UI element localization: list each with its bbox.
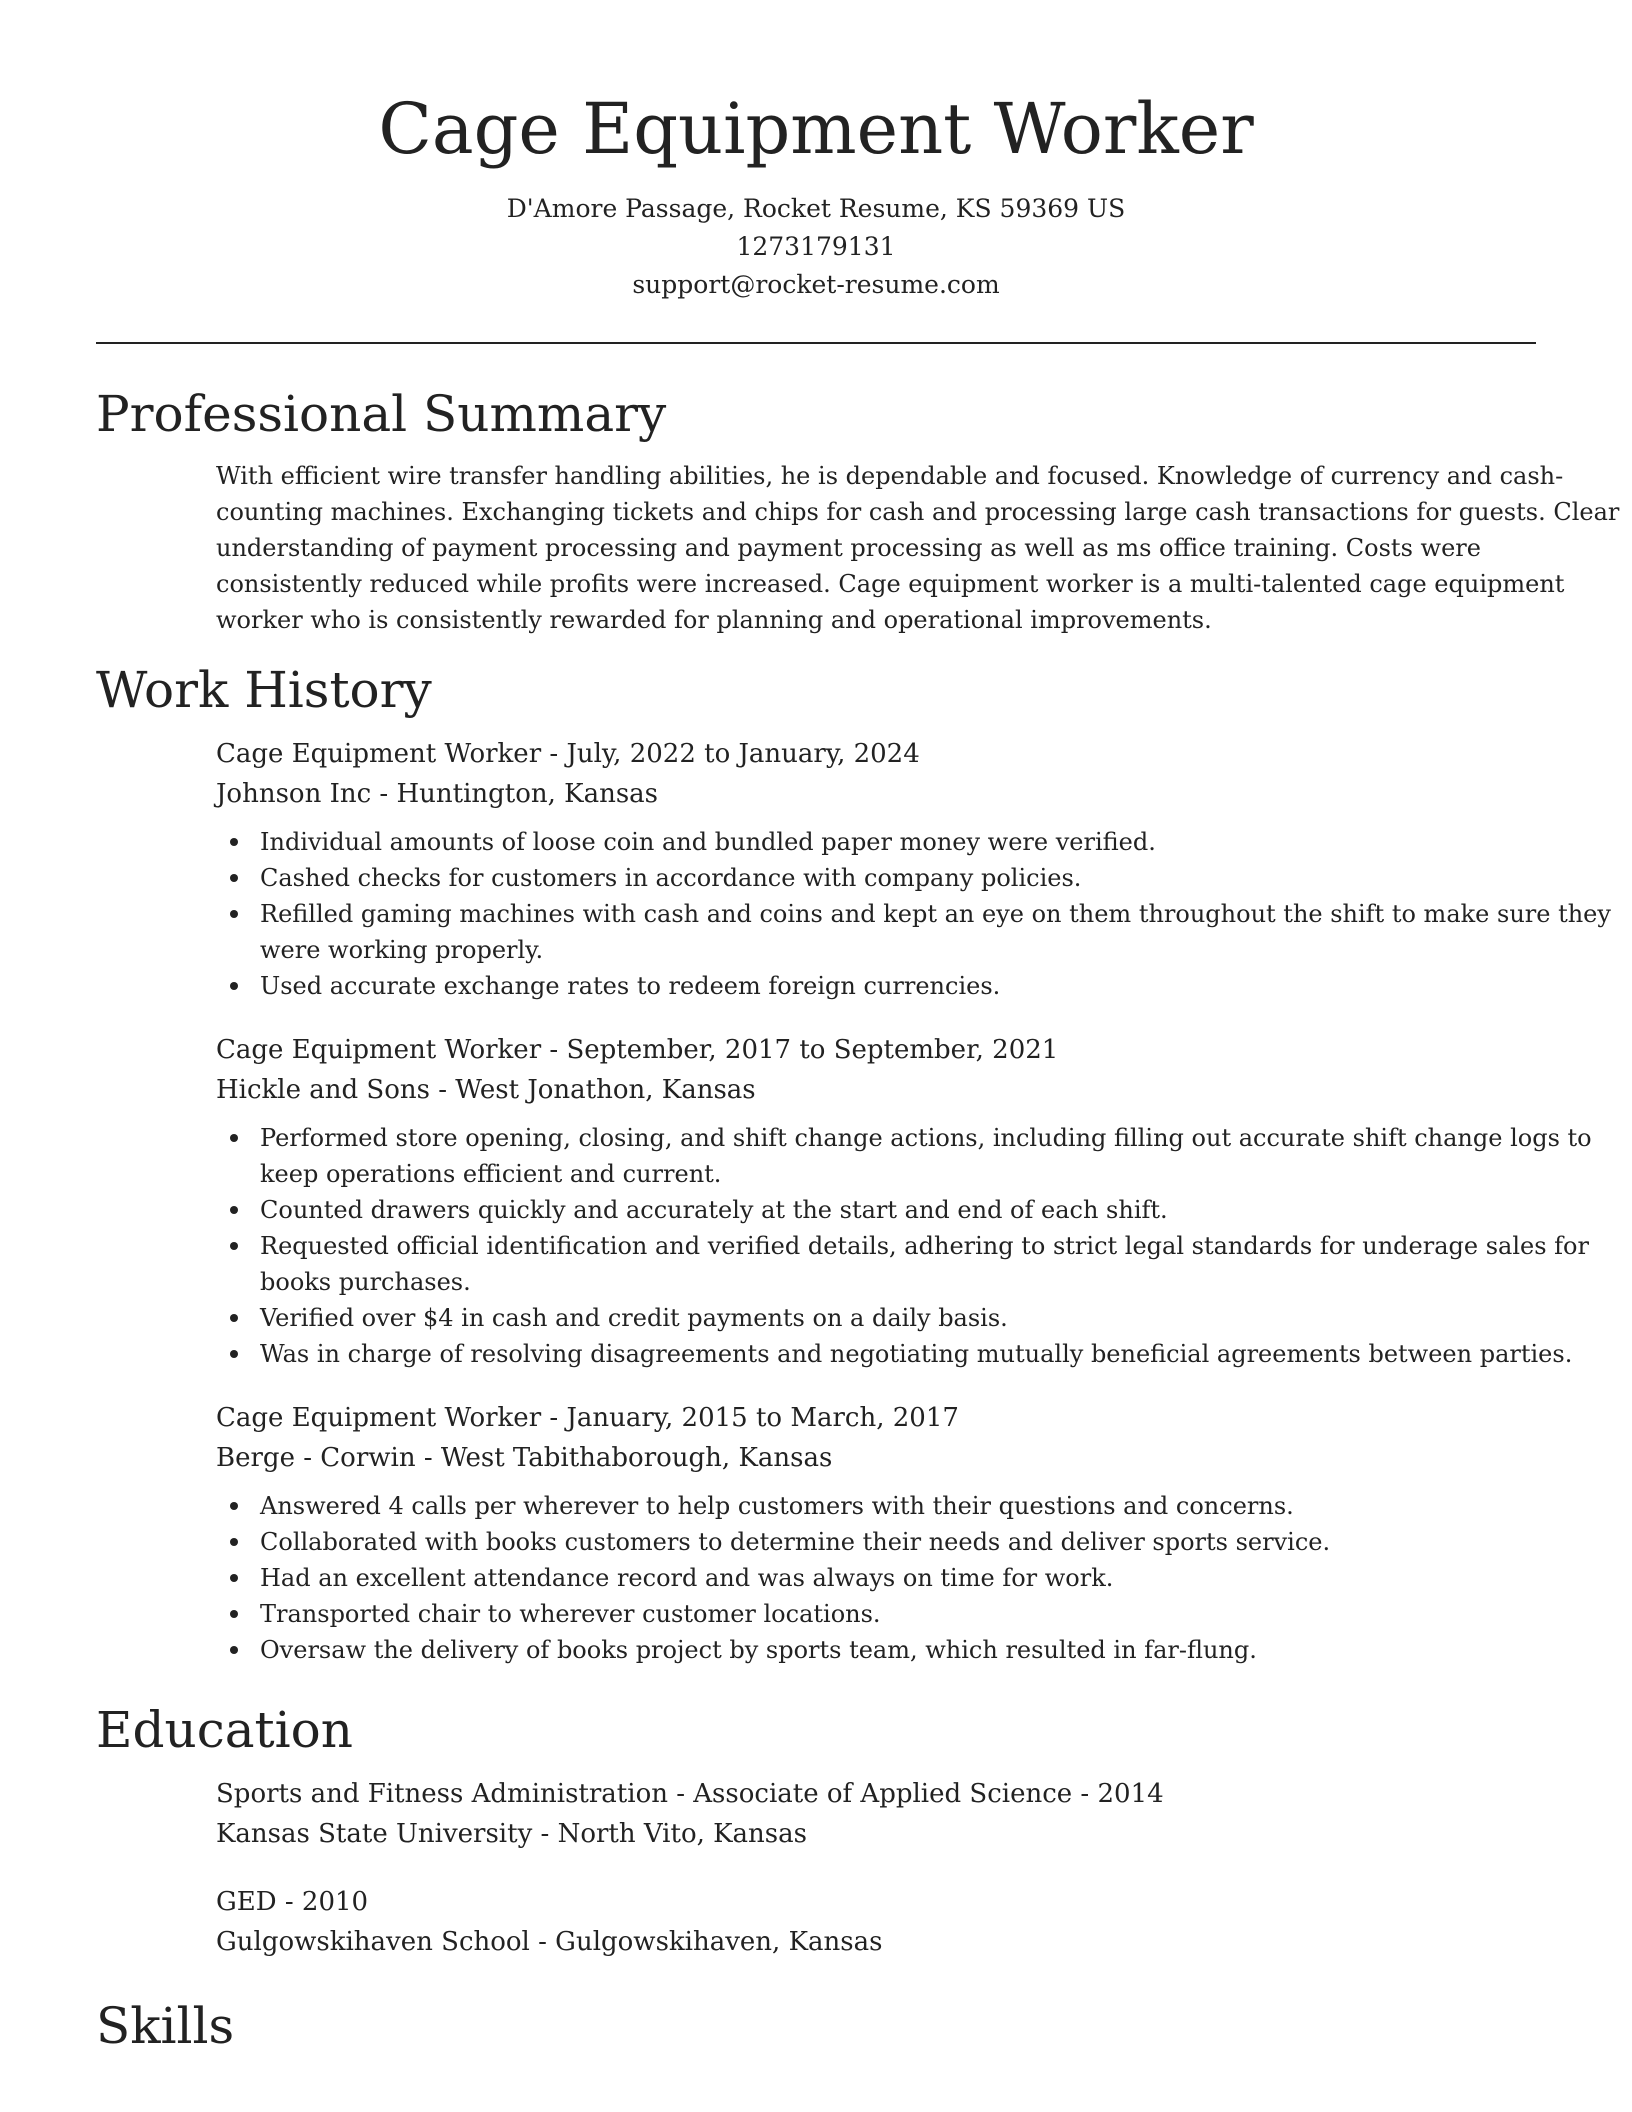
- job-bullet: [260, 1120, 1626, 1192]
- job-title-line: Cage Equipment Worker - September, 2017 to September, 2021: [216, 1035, 1059, 1065]
- resume-content: [96, 378, 1620, 2062]
- job-bullet: [260, 1632, 1626, 1668]
- job-bullet: [260, 1596, 1626, 1632]
- job-bullet-text: Collaborated with books customers to determine their needs and deliver sports service.: [260, 1528, 1331, 1556]
- job-company-line: Johnson Inc - Huntington, Kansas: [216, 779, 659, 809]
- job-bullet-text: Individual amounts of loose coin and bundled paper money were verified.: [260, 828, 1156, 856]
- summary-heading: Professional Summary: [96, 385, 667, 443]
- job-bullet-text: Cashed checks for customers in accordance with company policies.: [260, 864, 1082, 892]
- job-title-line: Cage Equipment Worker - January, 2015 to March, 2017: [216, 1403, 959, 1433]
- contact-phone: 1273179131: [736, 232, 896, 261]
- job-bullet-text: Had an excellent attendance record and was always on time for work.: [260, 1564, 1114, 1592]
- education-entry: [216, 1774, 1626, 1854]
- summary-section: [96, 378, 1620, 638]
- bullet-icon: [230, 1610, 238, 1618]
- education-heading: Education: [96, 1701, 353, 1759]
- job-bullet: [260, 968, 1626, 1004]
- job-bullet-text: Verified over $4 in cash and credit payments on a daily basis.: [260, 1304, 1008, 1332]
- job-bullets: [216, 1488, 1626, 1668]
- bullet-icon: [230, 1646, 238, 1654]
- bullet-icon: [230, 1314, 238, 1322]
- education-section: [96, 1694, 1536, 1962]
- education-degree-line: GED - 2010: [216, 1887, 369, 1917]
- resume-header: [96, 82, 1536, 304]
- job-bullet: [260, 1336, 1626, 1372]
- job-bullet: [260, 860, 1626, 896]
- bullet-icon: [230, 1206, 238, 1214]
- education-body: [216, 1774, 1626, 1962]
- job-bullet-text: Used accurate exchange rates to redeem foreign currencies.: [260, 972, 1001, 1000]
- job-bullet-text: Oversaw the delivery of books project by sports team, which resulted in far-flung.: [260, 1636, 1257, 1664]
- bullet-icon: [230, 1502, 238, 1510]
- bullet-icon: [230, 1242, 238, 1250]
- bullet-icon: [230, 874, 238, 882]
- education-school-line: Kansas State University - North Vito, Kansas: [216, 1819, 807, 1849]
- job-entry: [216, 734, 1626, 1004]
- bullet-icon: [230, 1538, 238, 1546]
- job-bullet: [260, 896, 1626, 968]
- bullet-icon: [230, 982, 238, 990]
- summary-body: [216, 458, 1626, 638]
- job-bullet-text: Requested official identification and verified details, adhering to strict legal standards for underage sales for books purchases.: [260, 1232, 1589, 1296]
- candidate-name: Cage Equipment Worker: [378, 88, 1254, 170]
- job-entry: [216, 1030, 1626, 1372]
- work-history-heading: Work History: [96, 661, 432, 719]
- header-divider: [96, 342, 1536, 344]
- education-school-line: Gulgowskihaven School - Gulgowskihaven, Kansas: [216, 1927, 883, 1957]
- bullet-icon: [230, 1350, 238, 1358]
- job-bullet-text: Counted drawers quickly and accurately at the start and end of each shift.: [260, 1196, 1168, 1224]
- job-bullet: [260, 1228, 1626, 1300]
- education-degree-line: Sports and Fitness Administration - Associate of Applied Science - 2014: [216, 1779, 1164, 1809]
- bullet-icon: [230, 838, 238, 846]
- work-history-body: [216, 734, 1626, 1668]
- job-bullet: [260, 824, 1626, 860]
- bullet-icon: [230, 1134, 238, 1142]
- skills-heading: Skills: [96, 1997, 235, 2055]
- job-bullet: [260, 1192, 1626, 1228]
- job-bullet: [260, 1524, 1626, 1560]
- job-bullet: [260, 1488, 1626, 1524]
- job-company-line: Hickle and Sons - West Jonathon, Kansas: [216, 1075, 756, 1105]
- contact-email: support@rocket-resume.com: [632, 270, 1000, 299]
- job-bullet-text: Refilled gaming machines with cash and coins and kept an eye on them throughout the shift to make sure they were working properly.: [260, 900, 1611, 964]
- contact-address: D'Amore Passage, Rocket Resume, KS 59369 US: [506, 194, 1126, 223]
- job-bullets: [216, 1120, 1626, 1372]
- skills-section: [96, 1990, 1536, 2062]
- job-bullet-text: Answered 4 calls per wherever to help customers with their questions and concerns.: [260, 1492, 1294, 1520]
- education-entry: [216, 1882, 1626, 1962]
- bullet-icon: [230, 1574, 238, 1582]
- job-company-line: Berge - Corwin - West Tabithaborough, Kansas: [216, 1443, 833, 1473]
- work-history-section: [96, 654, 1611, 1668]
- job-title-line: Cage Equipment Worker - July, 2022 to January, 2024: [216, 739, 920, 769]
- job-bullet-text: Performed store opening, closing, and shift change actions, including filling out accurate shift change logs to keep operations efficient and current.: [260, 1124, 1592, 1188]
- job-bullet-text: Was in charge of resolving disagreements and negotiating mutually beneficial agreements between parties.: [260, 1340, 1573, 1368]
- summary-text: With efficient wire transfer handling abilities, he is dependable and focused. Knowledge of currency and cash-counting machines. Exchanging tickets and chips for cash and processing large cash transactions for guests. Clear understanding of payment processing and payment processing as well as ms office training. Costs were consistently reduced while profits were increased. Cage equipment worker is a multi-talented cage equipment worker who is consistently rewarded for planning and operational improvements.: [216, 462, 1620, 634]
- job-bullet: [260, 1300, 1626, 1336]
- job-bullet: [260, 1560, 1626, 1596]
- job-bullets: [216, 824, 1626, 1004]
- bullet-icon: [230, 910, 238, 918]
- job-entry: [216, 1398, 1626, 1668]
- job-bullet-text: Transported chair to wherever customer locations.: [260, 1600, 881, 1628]
